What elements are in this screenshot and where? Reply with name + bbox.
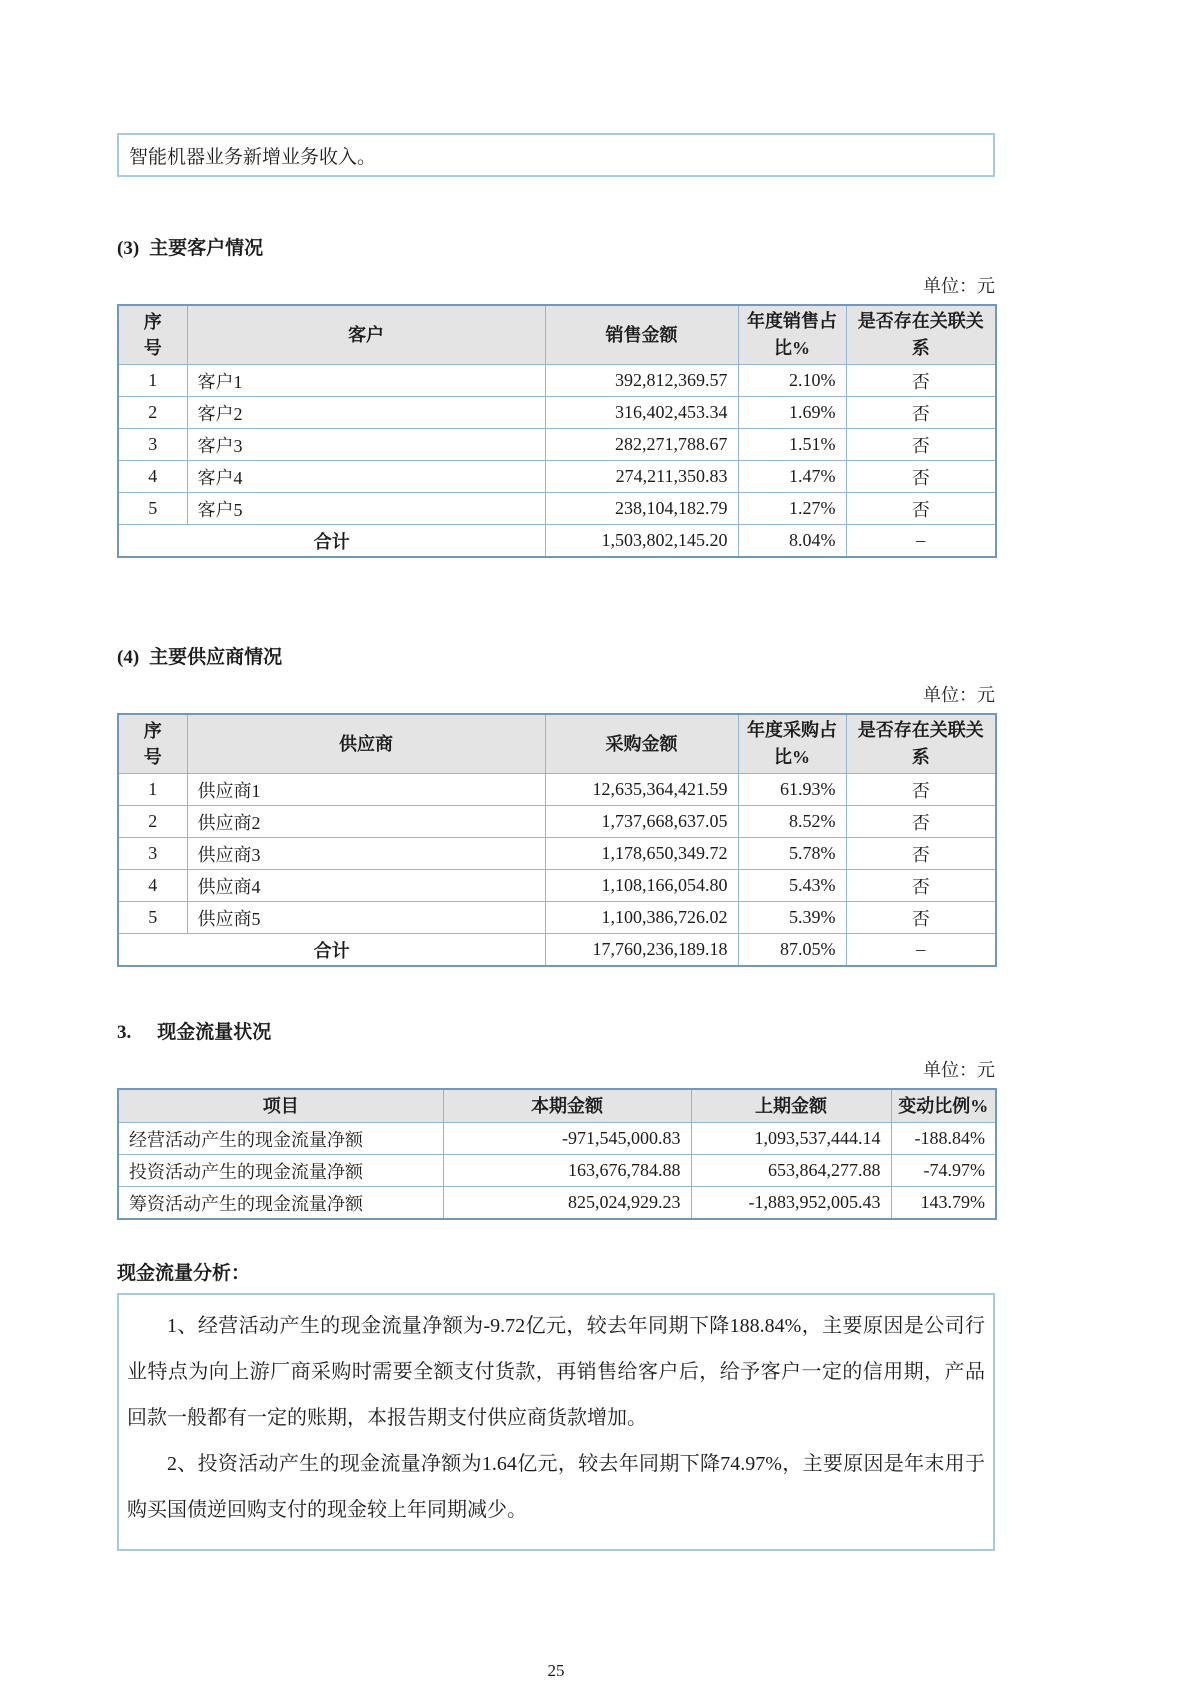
intro-note-text: 智能机器业务新增业务收入。: [129, 146, 377, 168]
customers-table: [117, 304, 997, 558]
header-row: [118, 1089, 996, 1123]
total-row: [118, 934, 996, 967]
intro-note-box: [117, 133, 995, 177]
column-header: 变动比例%: [891, 1089, 996, 1123]
cell: 2.10%: [738, 365, 846, 397]
cell: 5.39%: [738, 902, 846, 934]
cell: 3: [118, 429, 187, 461]
analysis-paragraph: 1、经营活动产生的现金流量净额为-9.72亿元，较去年同期下降188.84%，主要原因是公司行业特点为向上游厂商采购时需要全额支付货款，再销售给客户后，给予客户一定的信用期，产品回款一般都有一定的账期，本报告期支付供应商货款增加。: [127, 1315, 985, 1429]
cell: 筹资活动产生的现金流量净额: [118, 1187, 443, 1220]
cell: 否: [846, 838, 996, 870]
section-heading-customers: [117, 233, 995, 260]
analysis-paragraph: 2、投资活动产生的现金流量净额为1.64亿元，较去年同期下降74.97%，主要原因是年末用于购买国债逆回购支付的现金较上年同期减少。: [127, 1453, 985, 1521]
cell: 否: [846, 870, 996, 902]
cell: -188.84%: [891, 1123, 996, 1155]
cell: 客户3: [187, 429, 545, 461]
cell: 否: [846, 397, 996, 429]
section-heading-suppliers: [117, 642, 995, 669]
column-header: 供应商: [187, 714, 545, 774]
cell: 1.27%: [738, 493, 846, 525]
cell: 客户2: [187, 397, 545, 429]
unit-label: 单位：元: [923, 685, 995, 705]
cell: 163,676,784.88: [443, 1155, 691, 1187]
cell: 供应商3: [187, 838, 545, 870]
section-heading-cashflow: [117, 1017, 995, 1044]
column-header: 客户: [187, 305, 545, 365]
column-header: 销售金额: [545, 305, 738, 365]
unit-label: 单位：元: [923, 1060, 995, 1080]
cell: 282,271,788.67: [545, 429, 738, 461]
cell: 客户5: [187, 493, 545, 525]
column-header: 采购金额: [545, 714, 738, 774]
cell: 否: [846, 461, 996, 493]
cashflow-analysis-box: [117, 1293, 995, 1551]
table-header: [118, 1089, 996, 1123]
cell: 61.93%: [738, 774, 846, 806]
cell: 否: [846, 806, 996, 838]
cell: 否: [846, 774, 996, 806]
cell: 2: [118, 397, 187, 429]
cell: 否: [846, 902, 996, 934]
table-row: [118, 1187, 996, 1220]
cell: -971,545,000.83: [443, 1123, 691, 1155]
total-label: 合计: [118, 934, 545, 967]
table-row: [118, 1123, 996, 1155]
column-header-text: 序号: [143, 311, 162, 358]
table-row: [118, 870, 996, 902]
cell: 供应商1: [187, 774, 545, 806]
total-label: 合计: [118, 525, 545, 558]
cell: 客户4: [187, 461, 545, 493]
cell: 1,737,668,637.05: [545, 806, 738, 838]
cell: 5.43%: [738, 870, 846, 902]
cell: 1,178,650,349.72: [545, 838, 738, 870]
cell: 经营活动产生的现金流量净额: [118, 1123, 443, 1155]
section-title: 主要供应商情况: [149, 647, 283, 668]
cell: -1,883,952,005.43: [691, 1187, 891, 1220]
column-header: 是否存在关联关系: [846, 714, 996, 774]
table-row: [118, 838, 996, 870]
section-number: (3): [117, 238, 140, 259]
cell: 客户1: [187, 365, 545, 397]
cell: 143.79%: [891, 1187, 996, 1220]
total-related: –: [846, 934, 996, 967]
cell: 825,024,929.23: [443, 1187, 691, 1220]
cell: 238,104,182.79: [545, 493, 738, 525]
cell: 3: [118, 838, 187, 870]
table-row: [118, 774, 996, 806]
column-header: [118, 714, 187, 774]
cell: 否: [846, 493, 996, 525]
cell: 274,211,350.83: [545, 461, 738, 493]
cell: 12,635,364,421.59: [545, 774, 738, 806]
table-row: [118, 429, 996, 461]
total-related: –: [846, 525, 996, 558]
table-row: [118, 365, 996, 397]
total-amount: 1,503,802,145.20: [545, 525, 738, 558]
cell: 2: [118, 806, 187, 838]
table-body: [118, 1123, 996, 1220]
table-body: [118, 774, 996, 967]
cell: 1.51%: [738, 429, 846, 461]
column-header: 年度采购占比%: [738, 714, 846, 774]
table-row: [118, 806, 996, 838]
cell: 653,864,277.88: [691, 1155, 891, 1187]
header-row: [118, 305, 996, 365]
cell: 4: [118, 870, 187, 902]
total-ratio: 8.04%: [738, 525, 846, 558]
table-header: [118, 714, 996, 774]
cell: 否: [846, 365, 996, 397]
cell: 5: [118, 902, 187, 934]
column-header: [118, 305, 187, 365]
table-row: [118, 397, 996, 429]
table-body: [118, 365, 996, 558]
cashflow-table: [117, 1088, 997, 1220]
cell: 1.69%: [738, 397, 846, 429]
cell: 316,402,453.34: [545, 397, 738, 429]
cell: 1: [118, 365, 187, 397]
cell: 392,812,369.57: [545, 365, 738, 397]
table-row: [118, 902, 996, 934]
cell: 1.47%: [738, 461, 846, 493]
section-number: (4): [117, 647, 140, 668]
cell: 供应商4: [187, 870, 545, 902]
header-row: [118, 714, 996, 774]
cell: 供应商5: [187, 902, 545, 934]
cell: 投资活动产生的现金流量净额: [118, 1155, 443, 1187]
cell: 1,093,537,444.14: [691, 1123, 891, 1155]
cell: 8.52%: [738, 806, 846, 838]
column-header: 项目: [118, 1089, 443, 1123]
cell: 5: [118, 493, 187, 525]
cell: 供应商2: [187, 806, 545, 838]
section-title: 主要客户情况: [149, 238, 264, 259]
cell: 4: [118, 461, 187, 493]
cell: 否: [846, 429, 996, 461]
table-row: [118, 461, 996, 493]
column-header-text: 序号: [143, 720, 162, 767]
suppliers-table: [117, 713, 997, 967]
column-header: 年度销售占比%: [738, 305, 846, 365]
cell: 1: [118, 774, 187, 806]
total-ratio: 87.05%: [738, 934, 846, 967]
table-row: [118, 1155, 996, 1187]
column-header: 本期金额: [443, 1089, 691, 1123]
page-number: 25: [547, 1661, 565, 1680]
cell: 1,100,386,726.02: [545, 902, 738, 934]
section-number: 3.: [117, 1022, 132, 1043]
page-content: [117, 0, 995, 1681]
total-amount: 17,760,236,189.18: [545, 934, 738, 967]
column-header: 上期金额: [691, 1089, 891, 1123]
cell: 1,108,166,054.80: [545, 870, 738, 902]
total-row: [118, 525, 996, 558]
table-row: [118, 493, 996, 525]
table-header: [118, 305, 996, 365]
cell: 5.78%: [738, 838, 846, 870]
cell: -74.97%: [891, 1155, 996, 1187]
unit-label: 单位：元: [923, 276, 995, 296]
section-title: 现金流量状况: [157, 1022, 272, 1043]
column-header: 是否存在关联关系: [846, 305, 996, 365]
analysis-heading: 现金流量分析：: [117, 1263, 251, 1284]
